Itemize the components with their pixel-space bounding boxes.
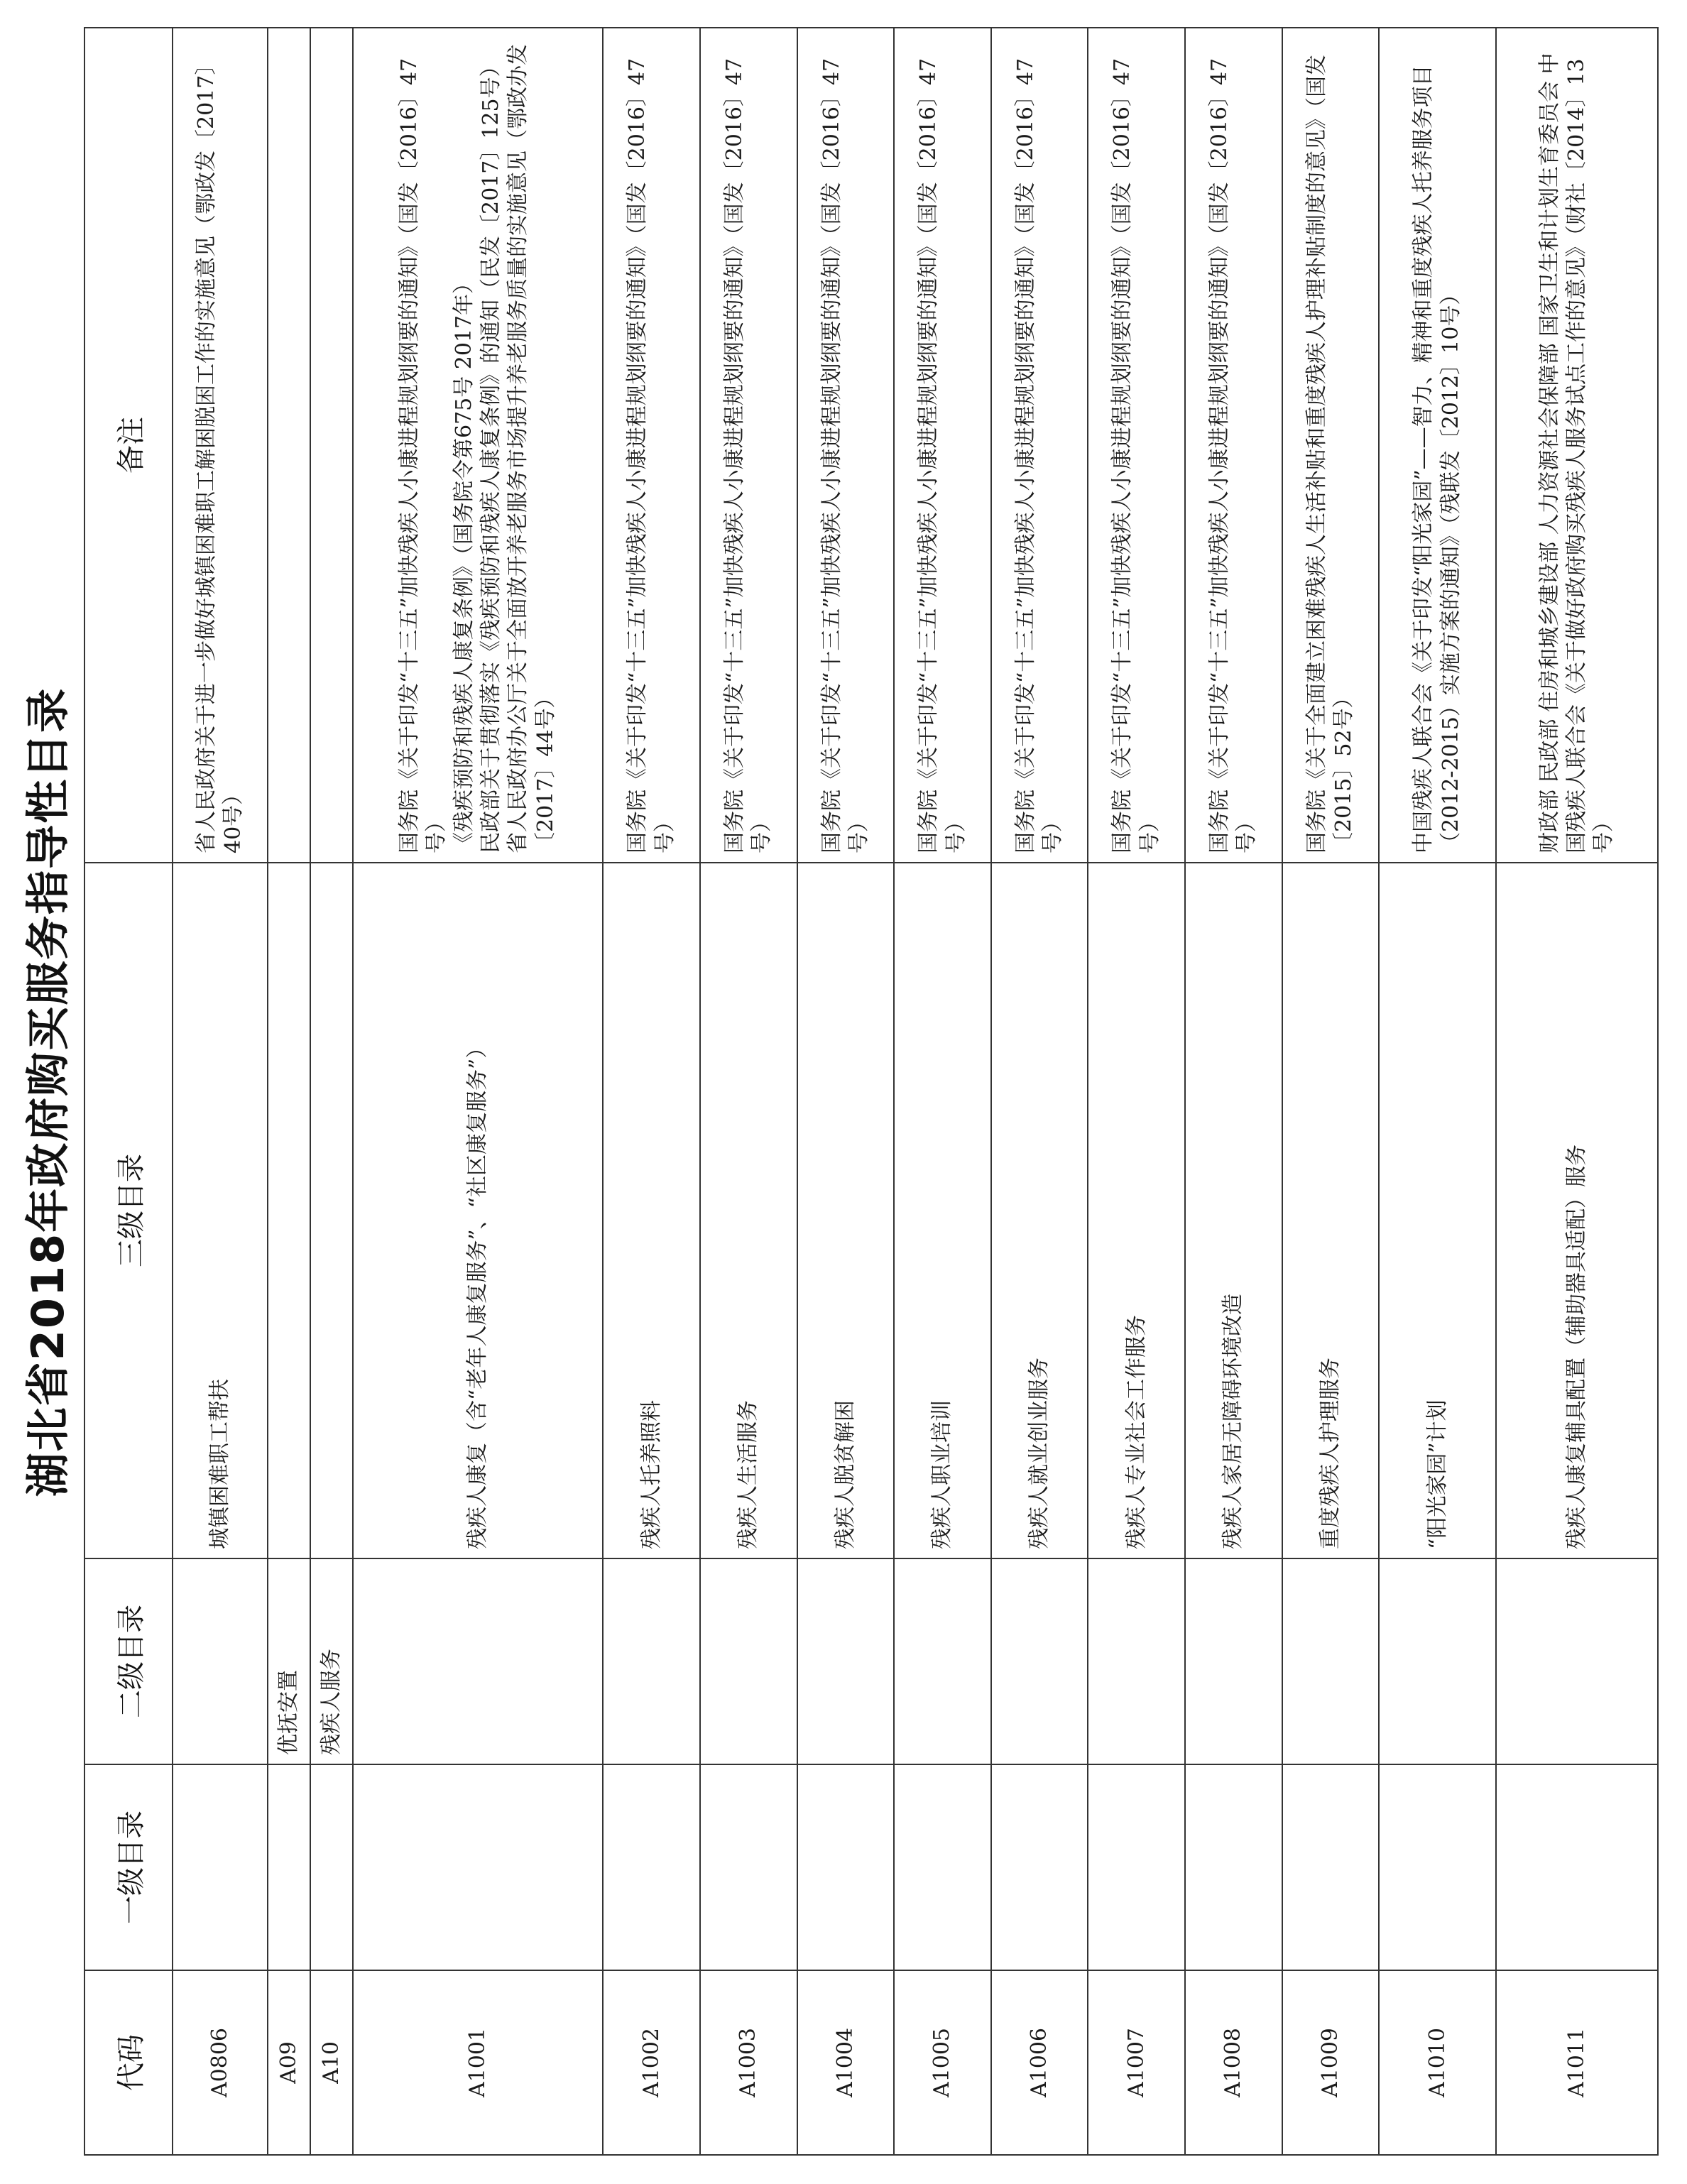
- row-level3: [310, 863, 353, 1558]
- note-line: 中国残疾人联合会《关于印发“阳光家园”——智力、精神和重度残疾人托养服务项目（2012-2015）实施方案的通知》（残联发〔2012〕10号）: [1411, 65, 1463, 853]
- row-level3: 重度残疾人护理服务: [1282, 863, 1380, 1558]
- row-notes: [797, 28, 895, 863]
- header-notes: 备注: [84, 28, 173, 863]
- table-row: [268, 28, 310, 2155]
- row-notes: [1379, 28, 1496, 863]
- row-level2: [1379, 1558, 1496, 1764]
- row-level3: 残疾人托养照料: [603, 863, 700, 1558]
- table-row: [173, 28, 268, 2155]
- row-level2: 优抚安置: [268, 1558, 310, 1764]
- row-level3: 残疾人专业社会工作服务: [1088, 863, 1185, 1558]
- row-notes: [1282, 28, 1380, 863]
- row-level1: [353, 1764, 604, 1970]
- row-level2: 残疾人服务: [310, 1558, 353, 1764]
- table-row: [797, 28, 895, 2155]
- table-row: [991, 28, 1088, 2155]
- note-line: 财政部 民政部 住房和城乡建设部 人力资源社会保障部 国家卫生和计划生育委员会 中国残疾人联合会《关于做好政府购买残疾人服务试点工作的意见》（财社〔2014〕13号）: [1536, 53, 1617, 853]
- note-line: 国务院《关于印发“十三五”加快残疾人小康进程规划纲要的通知》（国发〔2016〕47号）: [625, 58, 677, 853]
- service-catalog-table: [84, 27, 1659, 2156]
- row-level1: [1185, 1764, 1282, 1970]
- note-line: 国务院《关于印发“十三五”加快残疾人小康进程规划纲要的通知》（国发〔2016〕47号）: [1012, 58, 1066, 853]
- note-line: 国务院《关于印发“十三五”加快残疾人小康进程规划纲要的通知》（国发〔2016〕47号）: [721, 58, 775, 853]
- row-level3: “阳光家园”计划: [1379, 863, 1496, 1558]
- row-level2: [1282, 1558, 1380, 1764]
- row-code: A1010: [1379, 1970, 1496, 2155]
- row-level2: [1088, 1558, 1185, 1764]
- table-row: [1379, 28, 1496, 2155]
- page-title: 湖北省2018年政府购买服务指导性目录: [22, 687, 74, 1497]
- row-level1: [1282, 1764, 1380, 1970]
- table-row: [1185, 28, 1282, 2155]
- row-code: A1009: [1282, 1970, 1380, 2155]
- row-notes: [894, 28, 991, 863]
- row-level2: [1185, 1558, 1282, 1764]
- row-notes: [603, 28, 700, 863]
- row-code: A1004: [797, 1970, 895, 2155]
- row-level1: [173, 1764, 268, 1970]
- table-row: [353, 28, 604, 2155]
- row-level2: [797, 1558, 895, 1764]
- row-level3: 残疾人生活服务: [700, 863, 797, 1558]
- table-row: [1496, 28, 1658, 2155]
- row-level2: [991, 1558, 1088, 1764]
- row-code: A1001: [353, 1970, 604, 2155]
- row-level1: [310, 1764, 353, 1970]
- table-header-row: [84, 28, 173, 2155]
- row-notes: [1496, 28, 1658, 863]
- row-level1: [797, 1764, 895, 1970]
- row-code: A1006: [991, 1970, 1088, 2155]
- row-level3: 残疾人职业培训: [894, 863, 991, 1558]
- row-code: A1007: [1088, 1970, 1185, 2155]
- row-code: A1003: [700, 1970, 797, 2155]
- header-level3: 三级目录: [84, 863, 173, 1558]
- note-line: 国务院《关于印发“十三五”加快残疾人小康进程规划纲要的通知》（国发〔2016〕47号）: [396, 58, 449, 853]
- row-level1: [700, 1764, 797, 1970]
- row-level1: [1496, 1764, 1658, 1970]
- table-row: [1088, 28, 1185, 2155]
- header-level1: 一级目录: [84, 1764, 173, 1970]
- row-code: A1011: [1496, 1970, 1658, 2155]
- row-level2: [173, 1558, 268, 1764]
- note-line: 国务院《关于印发“十三五”加快残疾人小康进程规划纲要的通知》（国发〔2016〕47号）: [1110, 58, 1162, 853]
- row-level1: [268, 1764, 310, 1970]
- row-level1: [1379, 1764, 1496, 1970]
- row-notes: [268, 28, 310, 863]
- row-code: A1002: [603, 1970, 700, 2155]
- row-level3: 残疾人康复（含“老年人康复服务”、“社区康复服务”）: [353, 863, 604, 1558]
- row-level3: 残疾人康复辅具配置（辅助器具适配）服务: [1496, 863, 1658, 1558]
- row-notes: [310, 28, 353, 863]
- row-level2: [700, 1558, 797, 1764]
- row-code: A0806: [173, 1970, 268, 2155]
- note-line: 《残疾预防和残疾人康复条例》（国务院令第675号 2017年）: [451, 272, 476, 853]
- note-line: 国务院《关于印发“十三五”加快残疾人小康进程规划纲要的通知》（国发〔2016〕47号）: [819, 58, 871, 853]
- row-level3: 残疾人就业创业服务: [991, 863, 1088, 1558]
- row-level2: [603, 1558, 700, 1764]
- table-row: [310, 28, 353, 2155]
- row-level2: [1496, 1558, 1658, 1764]
- row-level3: 残疾人家居无障碍环境改造: [1185, 863, 1282, 1558]
- row-notes: [991, 28, 1088, 863]
- row-code: A09: [268, 1970, 310, 2155]
- row-code: A1005: [894, 1970, 991, 2155]
- row-level3: 城镇困难职工帮扶: [173, 863, 268, 1558]
- row-level3: [268, 863, 310, 1558]
- row-code: A10: [310, 1970, 353, 2155]
- row-level1: [894, 1764, 991, 1970]
- row-level1: [1088, 1764, 1185, 1970]
- table-row: [894, 28, 991, 2155]
- note-line: 国务院《关于印发“十三五”加快残疾人小康进程规划纲要的通知》（国发〔2016〕47号）: [916, 58, 968, 853]
- row-level1: [603, 1764, 700, 1970]
- row-notes: [353, 28, 604, 863]
- row-notes: [700, 28, 797, 863]
- row-notes: [1185, 28, 1282, 863]
- row-level3: 残疾人脱贫解困: [797, 863, 895, 1558]
- note-line: 国务院《关于印发“十三五”加快残疾人小康进程规划纲要的通知》（国发〔2016〕47号）: [1206, 58, 1260, 853]
- note-line: 民政部关于贯彻落实《残疾预防和残疾人康复条例》的通知（民发〔2017〕125号）: [479, 55, 503, 853]
- row-level1: [991, 1764, 1088, 1970]
- header-level2: 二级目录: [84, 1558, 173, 1764]
- note-line: 省人民政府关于进一步做好城镇困难职工解困脱困工作的实施意见（鄂政发〔2017〕40号）: [193, 53, 246, 853]
- note-line: 国务院《关于全面建立困难残疾人生活补贴和重度残疾人护理补贴制度的意见》（国发〔2015〕52号）: [1304, 55, 1356, 853]
- header-code: 代码: [84, 1970, 173, 2155]
- note-line: 省人民政府办公厅关于全面放开养老服务市场提升养老服务质量的实施意见（鄂政办发〔2017〕44号）: [506, 44, 558, 853]
- row-notes: [173, 28, 268, 863]
- row-code: A1008: [1185, 1970, 1282, 2155]
- table-row: [603, 28, 700, 2155]
- row-level2: [894, 1558, 991, 1764]
- table-row: [1282, 28, 1380, 2155]
- row-notes: [1088, 28, 1185, 863]
- table-row: [700, 28, 797, 2155]
- row-level2: [353, 1558, 604, 1764]
